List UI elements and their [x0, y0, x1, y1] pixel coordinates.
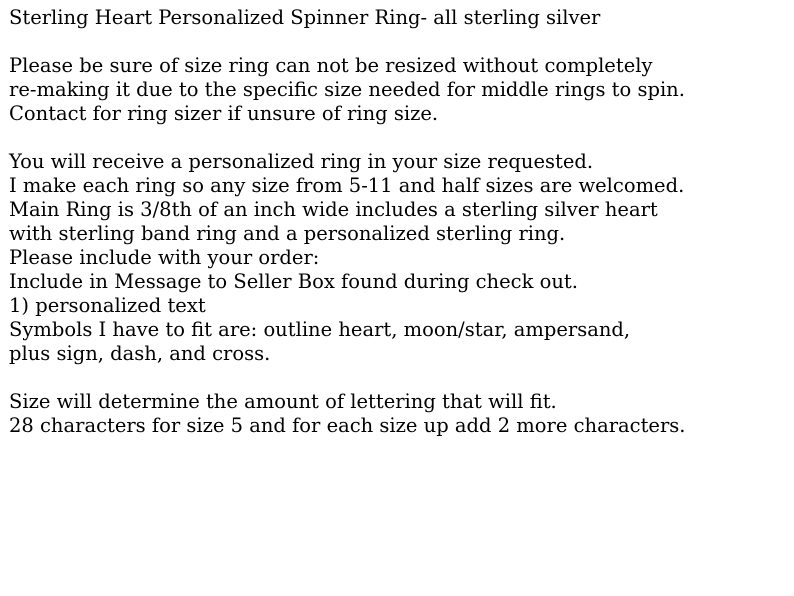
details-line: Symbols I have to fit are: outline heart, moon/star, ampersand,	[9, 318, 631, 341]
paragraph-spacer	[9, 126, 789, 150]
details-line: Include in Message to Seller Box found during check out.	[9, 270, 578, 293]
product-title: Sterling Heart Personalized Spinner Ring- all sterling silver	[9, 6, 601, 29]
details-line: Please include with your order:	[9, 246, 320, 269]
lettering-paragraph	[9, 390, 789, 438]
details-line: 1) personalized text	[9, 294, 206, 317]
details-line: I make each ring so any size from 5-11 and half sizes are welcomed.	[9, 174, 685, 197]
product-description	[9, 6, 789, 438]
sizing-paragraph	[9, 54, 789, 126]
lettering-line: Size will determine the amount of lettering that will fit.	[9, 390, 557, 413]
sizing-line: Please be sure of size ring can not be resized without completely	[9, 54, 653, 77]
lettering-line: 28 characters for size 5 and for each size up add 2 more characters.	[9, 414, 686, 437]
paragraph-spacer	[9, 366, 789, 390]
details-line: plus sign, dash, and cross.	[9, 342, 271, 365]
paragraph-spacer	[9, 30, 789, 54]
sizing-line: re-making it due to the specific size needed for middle rings to spin.	[9, 78, 685, 101]
details-line: You will receive a personalized ring in your size requested.	[9, 150, 594, 173]
sizing-line: Contact for ring sizer if unsure of ring size.	[9, 102, 439, 125]
details-line: with sterling band ring and a personalized sterling ring.	[9, 222, 566, 245]
details-line: Main Ring is 3/8th of an inch wide includes a sterling silver heart	[9, 198, 658, 221]
details-paragraph	[9, 150, 789, 366]
